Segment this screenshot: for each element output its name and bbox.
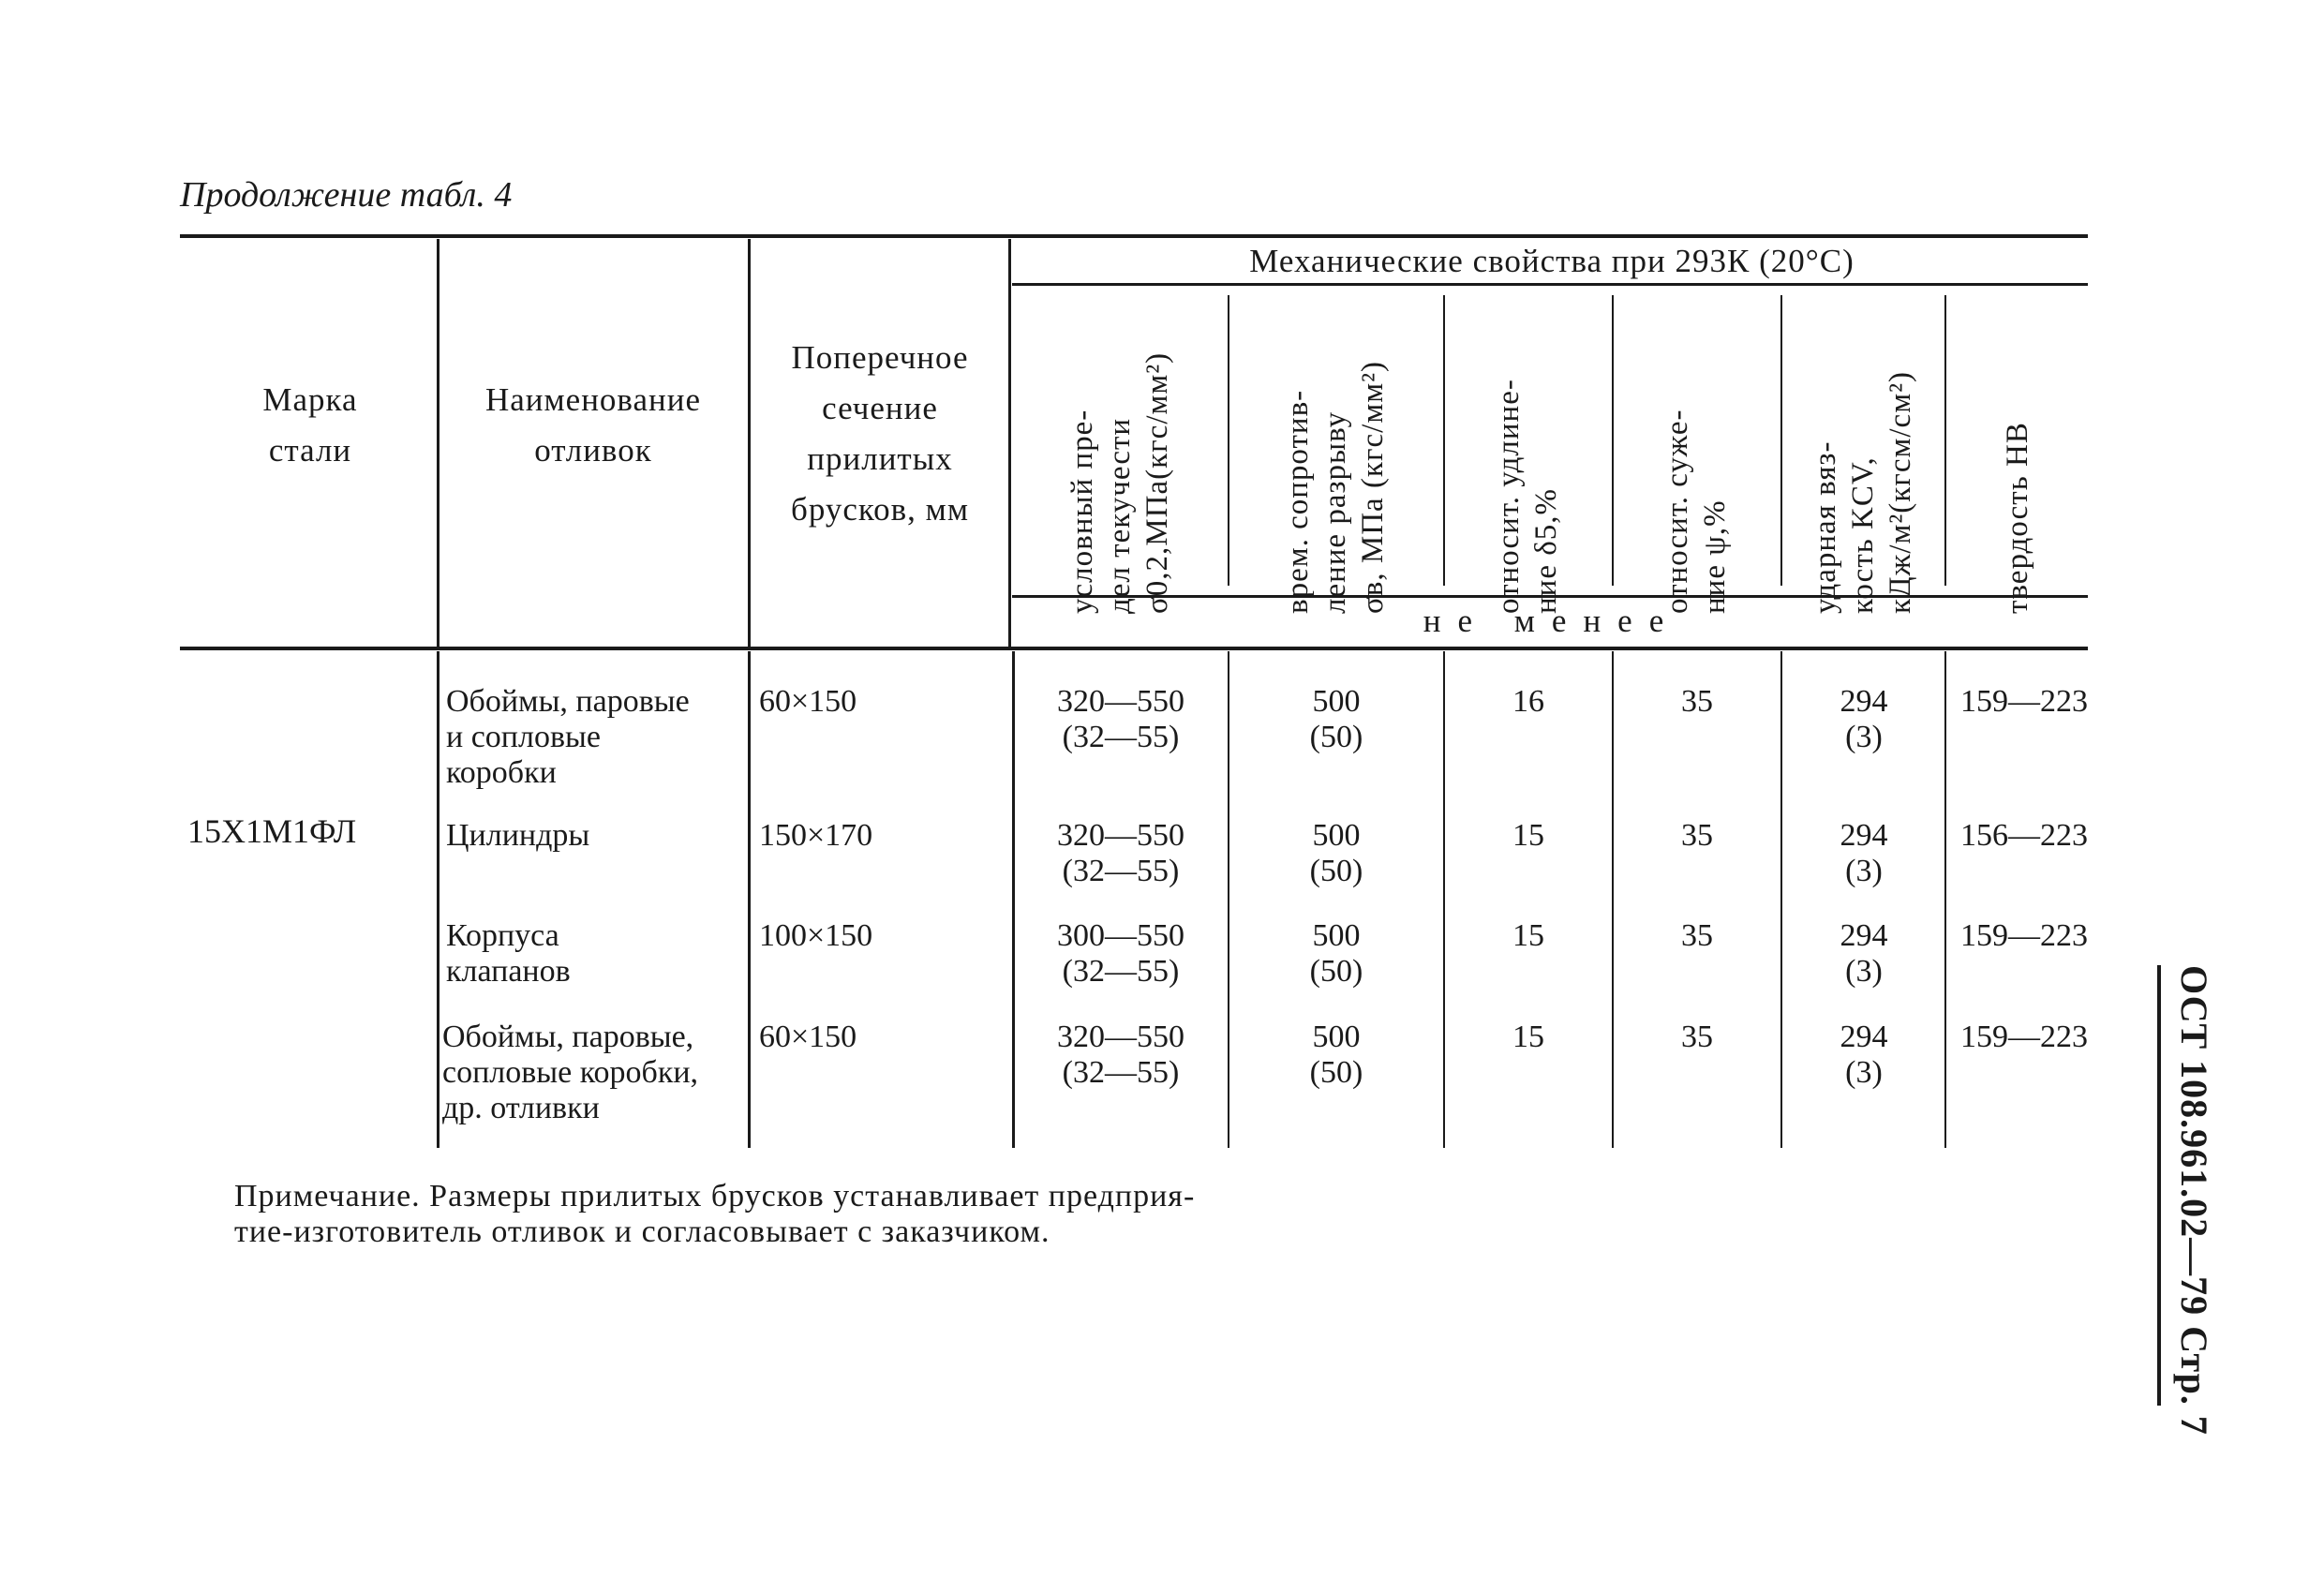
table-row-2-tensile xyxy=(1231,818,1441,889)
name-line: Цилиндры xyxy=(446,818,590,853)
table-row-2-section: 150×170 xyxy=(759,818,873,853)
yield-kgf: (32—55) xyxy=(1062,720,1180,754)
header-tensile-line: σв, МПа (кгс/мм²) xyxy=(1356,361,1390,614)
col-divider-2 xyxy=(748,239,751,647)
yield-value: 300—550 xyxy=(1057,918,1184,953)
impact-kgf: (3) xyxy=(1845,854,1883,888)
name-line: коробки xyxy=(446,755,557,790)
header-bottom-rule xyxy=(180,647,2088,650)
table-row-1-name xyxy=(446,684,746,791)
table-row-4-hardness: 159—223 xyxy=(1960,1020,2088,1054)
name-line: Корпуса xyxy=(446,918,559,953)
header-section xyxy=(753,333,1006,535)
table-row-3-section: 100×150 xyxy=(759,918,873,953)
body-divider-5 xyxy=(1443,651,1445,1148)
side-label-rule xyxy=(2157,965,2161,1406)
table-row-4-tensile xyxy=(1231,1020,1441,1091)
table-row-2-hardness: 156—223 xyxy=(1960,818,2088,853)
table-row-4-elongation: 15 xyxy=(1512,1020,1544,1054)
header-section-line: сечение xyxy=(822,390,938,426)
header-tensile xyxy=(1279,314,1392,614)
body-divider-4 xyxy=(1228,651,1229,1148)
impact-kgf: (3) xyxy=(1845,954,1883,989)
header-grade xyxy=(187,375,433,476)
name-line: Обоймы, паровые xyxy=(446,684,690,719)
table-row-4-contraction: 35 xyxy=(1681,1020,1713,1054)
table-row-3-yield xyxy=(1016,918,1226,990)
yield-kgf: (32—55) xyxy=(1062,854,1180,888)
table-caption: Продолжение табл. 4 xyxy=(180,175,513,215)
note-line: тие-изготовитель отливок и согласовывает с заказчиком. xyxy=(234,1214,1050,1249)
header-elongation xyxy=(1490,314,1565,614)
table-row-1-elongation: 16 xyxy=(1512,684,1544,719)
name-line: и сопловые xyxy=(446,720,601,754)
header-section-line: брусков, мм xyxy=(791,491,969,528)
sub-divider-3 xyxy=(1612,295,1614,586)
note-line: Примечание. Размеры прилитых брусков устанавливает предприя- xyxy=(234,1179,1196,1213)
header-contraction xyxy=(1659,314,1734,614)
table-row-1-impact xyxy=(1784,684,1944,755)
tensile-kgf: (50) xyxy=(1309,954,1363,989)
tensile-value: 500 xyxy=(1312,918,1361,953)
header-yield-line: дел текучести xyxy=(1103,417,1137,614)
table-row-3-tensile xyxy=(1231,918,1441,990)
body-divider-3 xyxy=(1012,651,1015,1148)
table-note xyxy=(234,1179,1452,1250)
impact-value: 294 xyxy=(1840,918,1888,953)
header-yield xyxy=(1064,314,1176,614)
header-name-line: Наименование xyxy=(484,381,702,418)
table-row-1-hardness: 159—223 xyxy=(1960,684,2088,719)
header-section-line: прилитых xyxy=(807,440,953,477)
body-divider-6 xyxy=(1612,651,1614,1148)
tensile-kgf: (50) xyxy=(1309,854,1363,888)
tensile-kgf: (50) xyxy=(1309,1055,1363,1090)
table-row-1-section: 60×150 xyxy=(759,684,857,719)
body-divider-7 xyxy=(1780,651,1782,1148)
header-hardness-line: твердость НВ xyxy=(2001,422,2034,614)
tensile-kgf: (50) xyxy=(1309,720,1363,754)
col-divider-3 xyxy=(1008,239,1011,647)
table-row-2-name xyxy=(446,818,746,854)
sub-divider-5 xyxy=(1944,295,1946,586)
table-row-3-contraction: 35 xyxy=(1681,918,1713,953)
header-impact-line: кость KCV, xyxy=(1846,456,1880,614)
header-grade-line: Марка xyxy=(262,381,358,418)
table-row-4-impact xyxy=(1784,1020,1944,1091)
header-not-less: не менее xyxy=(1423,603,1681,639)
tensile-value: 500 xyxy=(1312,1020,1361,1054)
header-tensile-line: врем. сопротив- xyxy=(1281,389,1315,614)
header-name-line: отливок xyxy=(534,432,652,469)
header-contraction-line: относит. суже- xyxy=(1661,409,1694,614)
header-grade-line: стали xyxy=(268,432,352,469)
tensile-value: 500 xyxy=(1312,684,1361,719)
header-mech-title: Механические свойства при 293К (20°С) xyxy=(1249,243,1855,279)
impact-value: 294 xyxy=(1840,818,1888,853)
table-row-1-contraction: 35 xyxy=(1681,684,1713,719)
impact-kgf: (3) xyxy=(1845,1055,1883,1090)
table-row-2-impact xyxy=(1784,818,1944,889)
table-row-2-yield xyxy=(1016,818,1226,889)
header-elongation-line: относит. удлине- xyxy=(1492,379,1526,614)
name-line: др. отливки xyxy=(442,1091,600,1125)
header-yield-line: σ0,2,МПа(кгс/мм²) xyxy=(1140,351,1174,614)
header-yield-line: условный пре- xyxy=(1065,409,1099,614)
table-row-2-contraction: 35 xyxy=(1681,818,1713,853)
yield-value: 320—550 xyxy=(1057,1020,1184,1054)
side-document-label: ОСТ 108.961.02—79 Стр. 7 xyxy=(2173,965,2215,1436)
impact-value: 294 xyxy=(1840,1020,1888,1054)
table-row-4-section: 60×150 xyxy=(759,1020,857,1054)
yield-kgf: (32—55) xyxy=(1062,954,1180,989)
header-contraction-line: ние ψ,% xyxy=(1698,499,1732,614)
header-section-line: Поперечное xyxy=(791,339,969,376)
header-elongation-line: ние δ5,% xyxy=(1529,487,1563,614)
table-row-1-yield xyxy=(1016,684,1226,755)
header-hardness xyxy=(1999,314,2036,614)
steel-grade: 15Х1М1ФЛ xyxy=(187,812,357,850)
yield-value: 320—550 xyxy=(1057,818,1184,853)
header-name xyxy=(442,375,744,476)
body-divider-1 xyxy=(437,651,439,1148)
table-row-4-name xyxy=(442,1020,748,1126)
yield-value: 320—550 xyxy=(1057,684,1184,719)
name-line: сопловые коробки, xyxy=(442,1055,699,1090)
header-impact-line: кДж/м²(кгсм/см²) xyxy=(1884,371,1917,614)
sub-divider-1 xyxy=(1228,295,1229,586)
tensile-value: 500 xyxy=(1312,818,1361,853)
sub-divider-4 xyxy=(1780,295,1782,586)
table-row-3-name xyxy=(446,918,746,990)
table-row-3-elongation: 15 xyxy=(1512,918,1544,953)
table-row-3-hardness: 159—223 xyxy=(1960,918,2088,953)
body-divider-8 xyxy=(1944,651,1946,1148)
impact-value: 294 xyxy=(1840,684,1888,719)
table-row-4-yield xyxy=(1016,1020,1226,1091)
name-line: Обоймы, паровые, xyxy=(442,1020,694,1054)
table-row-3-impact xyxy=(1784,918,1944,990)
sub-divider-2 xyxy=(1443,295,1445,586)
header-impact-line: ударная вяз- xyxy=(1809,440,1842,614)
table-row-2-elongation: 15 xyxy=(1512,818,1544,853)
impact-kgf: (3) xyxy=(1845,720,1883,754)
header-impact xyxy=(1807,314,1919,614)
body-divider-2 xyxy=(748,651,751,1148)
yield-kgf: (32—55) xyxy=(1062,1055,1180,1090)
header-tensile-line: ление разрыву xyxy=(1318,410,1352,614)
table-row-1-tensile xyxy=(1231,684,1441,755)
name-line: клапанов xyxy=(446,954,571,989)
col-divider-1 xyxy=(437,239,439,647)
